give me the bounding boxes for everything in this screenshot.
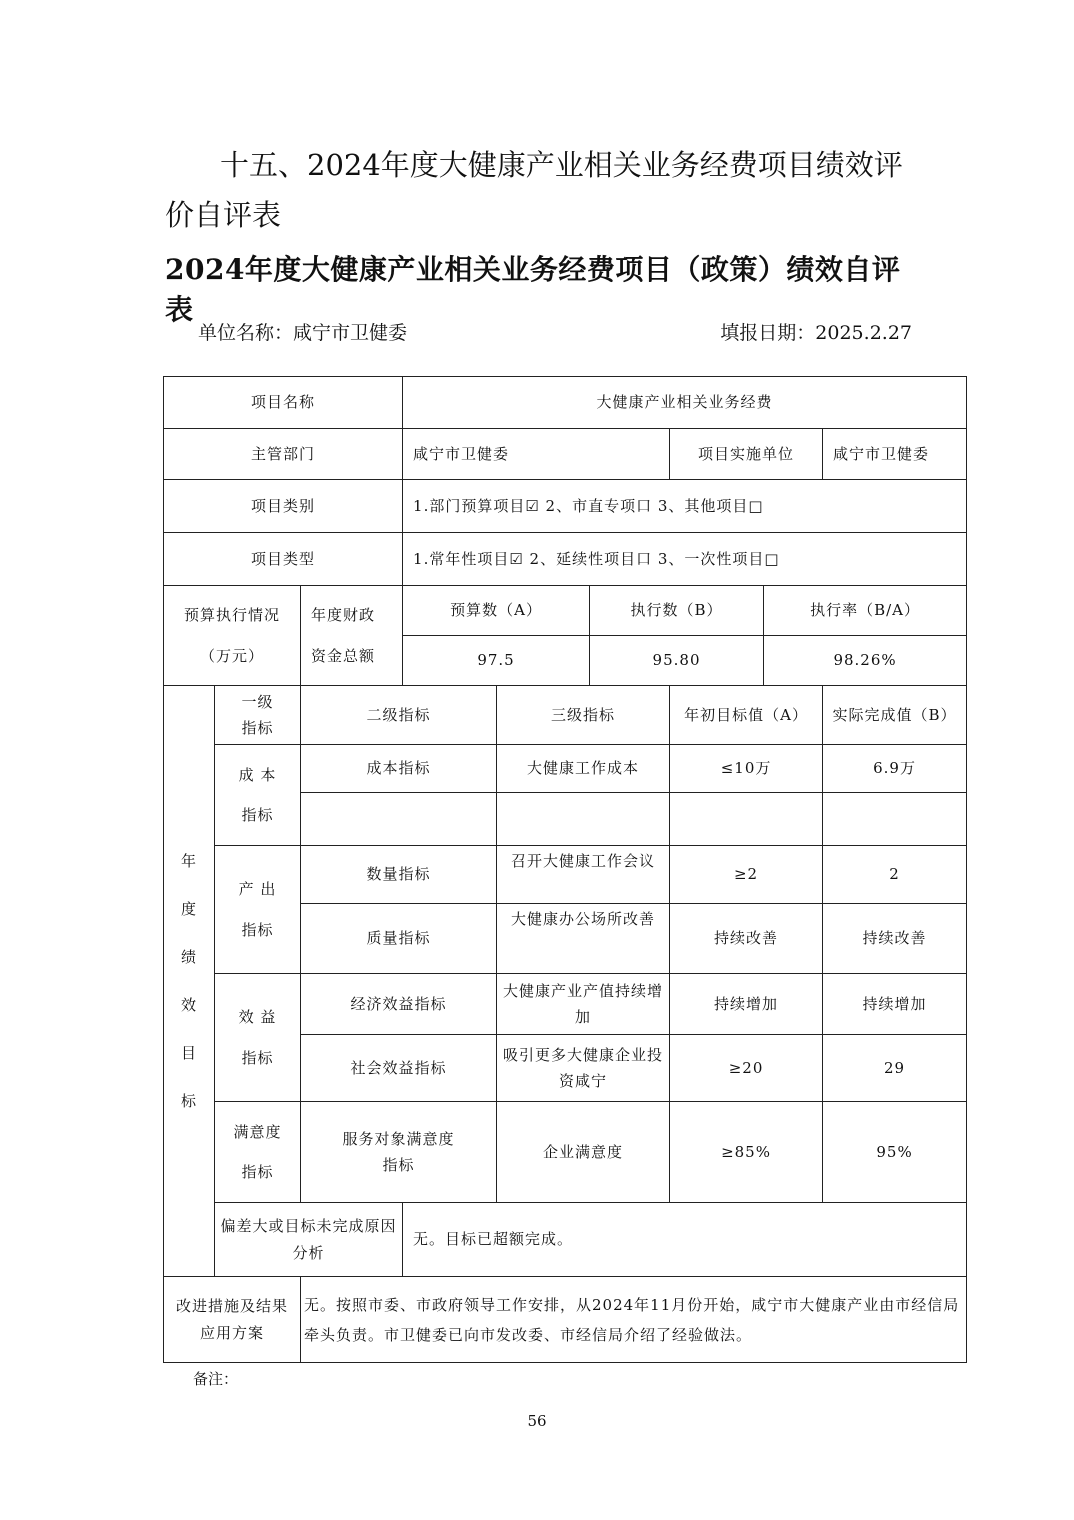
cost-actual: 6.9万 bbox=[823, 745, 967, 793]
improve-text: 无。按照市委、市政府领导工作安排，从2024年11月份开始，咸宁市大健康产业由市经信局牵头负责。市卫健委已向市发改委、市经信局介绍了经验做法。 bbox=[301, 1277, 967, 1363]
output-indicator-line2: 指标 bbox=[241, 920, 274, 939]
cost-indicator-line1: 成 本 bbox=[238, 765, 277, 784]
satis-lvl3: 企业满意度 bbox=[497, 1102, 670, 1203]
benefit-indicator-line2: 指标 bbox=[241, 1048, 274, 1067]
annual-goal-label bbox=[164, 686, 215, 1277]
satisfaction-indicator-line2: 指标 bbox=[241, 1163, 274, 1181]
deviation-text: 无。目标已超额完成。 bbox=[403, 1203, 967, 1277]
budget-label bbox=[164, 586, 301, 686]
table-row bbox=[164, 1203, 967, 1277]
table-row bbox=[164, 377, 967, 429]
cost-lvl3: 大健康工作成本 bbox=[497, 745, 670, 793]
social-target: ≥20 bbox=[670, 1035, 823, 1102]
table-row bbox=[164, 745, 967, 793]
exec-head: 执行数（B） bbox=[590, 586, 764, 636]
section-title: 十五、2024年度大健康产业相关业务经费项目绩效评价自评表 bbox=[165, 148, 903, 232]
cost-target: ≤10万 bbox=[670, 745, 823, 793]
benefit-indicator-line1: 效 益 bbox=[238, 1008, 277, 1027]
fiscal-label bbox=[301, 586, 403, 686]
goal-char: 年 bbox=[180, 852, 197, 870]
goal-char: 目 bbox=[180, 1044, 197, 1062]
evaluation-table bbox=[163, 376, 967, 1363]
budget-label-line1: 预算执行情况 bbox=[183, 606, 280, 625]
goal-char: 绩 bbox=[180, 948, 197, 966]
goal-char: 标 bbox=[180, 1092, 197, 1110]
empty-cell bbox=[497, 793, 670, 846]
dept-label: 主管部门 bbox=[164, 429, 403, 480]
output-indicator bbox=[215, 846, 301, 974]
dept-value: 咸宁市卫健委 bbox=[403, 429, 670, 480]
type-options: 1.常年性项目☑ 2、延续性项目口 3、一次性项目□ bbox=[403, 533, 967, 586]
page-number: 56 bbox=[527, 1412, 547, 1430]
goal-char: 度 bbox=[180, 900, 197, 918]
table-row bbox=[164, 480, 967, 533]
target-head: 年初目标值（A） bbox=[670, 686, 823, 745]
lvl1-head-line1: 一级 bbox=[241, 692, 274, 711]
satis-actual: 95% bbox=[823, 1102, 967, 1203]
remarks-label: 备注： bbox=[193, 1370, 239, 1388]
econ-target: 持续增加 bbox=[670, 974, 823, 1035]
benefit-indicator bbox=[215, 974, 301, 1102]
econ-lvl2: 经济效益指标 bbox=[301, 974, 497, 1035]
deviation-label: 偏差大或目标未完成原因分析 bbox=[215, 1203, 403, 1277]
table-row bbox=[164, 974, 967, 1035]
exec-value: 95.80 bbox=[590, 636, 764, 686]
fiscal-label-line2: 资金总额 bbox=[311, 646, 376, 665]
lvl3-head: 三级指标 bbox=[497, 686, 670, 745]
lvl1-head bbox=[215, 686, 301, 745]
lvl1-head-line2: 指标 bbox=[241, 719, 274, 737]
category-label: 项目类别 bbox=[164, 480, 403, 533]
goal-char: 效 bbox=[180, 996, 197, 1014]
empty-cell bbox=[823, 793, 967, 846]
table-row bbox=[164, 686, 967, 745]
output-indicator-line1: 产 出 bbox=[238, 880, 277, 899]
fill-date: 填报日期：2025.2.27 bbox=[720, 322, 912, 344]
qual-lvl2: 质量指标 bbox=[301, 904, 497, 974]
cost-indicator bbox=[215, 745, 301, 846]
table-row bbox=[164, 429, 967, 480]
qty-target: ≥2 bbox=[670, 846, 823, 904]
qual-target: 持续改善 bbox=[670, 904, 823, 974]
social-lvl3: 吸引更多大健康企业投资咸宁 bbox=[497, 1035, 670, 1102]
qual-lvl3: 大健康办公场所改善 bbox=[497, 904, 670, 974]
table-row bbox=[164, 1277, 967, 1363]
qty-lvl3: 召开大健康工作会议 bbox=[497, 846, 670, 904]
project-name-label: 项目名称 bbox=[164, 377, 403, 429]
qty-lvl2: 数量指标 bbox=[301, 846, 497, 904]
econ-actual: 持续增加 bbox=[823, 974, 967, 1035]
budget-value: 97.5 bbox=[403, 636, 590, 686]
form-title: 2024年度大健康产业相关业务经费项目（政策）绩效自评表 bbox=[165, 253, 901, 326]
econ-lvl3: 大健康产业产值持续增加 bbox=[497, 974, 670, 1035]
satis-lvl2: 服务对象满意度指标 bbox=[301, 1102, 497, 1203]
rate-head: 执行率（B/A） bbox=[764, 586, 967, 636]
qual-actual: 持续改善 bbox=[823, 904, 967, 974]
empty-cell bbox=[670, 793, 823, 846]
table-row bbox=[164, 1102, 967, 1203]
qty-actual: 2 bbox=[823, 846, 967, 904]
satisfaction-indicator-line1: 满意度 bbox=[233, 1122, 282, 1141]
table-row bbox=[164, 846, 967, 904]
table-row bbox=[164, 533, 967, 586]
social-actual: 29 bbox=[823, 1035, 967, 1102]
actual-head: 实际完成值（B） bbox=[823, 686, 967, 745]
type-label: 项目类型 bbox=[164, 533, 403, 586]
rate-value: 98.26% bbox=[764, 636, 967, 686]
improve-label: 改进措施及结果应用方案 bbox=[164, 1277, 301, 1363]
unit-name: 单位名称：咸宁市卫健委 bbox=[198, 322, 408, 344]
social-lvl2: 社会效益指标 bbox=[301, 1035, 497, 1102]
category-options: 1.部门预算项目☑ 2、市直专项口 3、其他项目□ bbox=[403, 480, 967, 533]
impl-label: 项目实施单位 bbox=[670, 429, 823, 480]
lvl2-head: 二级指标 bbox=[301, 686, 497, 745]
budget-head: 预算数（A） bbox=[403, 586, 590, 636]
impl-value: 咸宁市卫健委 bbox=[823, 429, 967, 480]
cost-lvl2: 成本指标 bbox=[301, 745, 497, 793]
cost-indicator-line2: 指标 bbox=[241, 806, 274, 824]
budget-label-line2: （万元） bbox=[199, 646, 264, 665]
empty-cell bbox=[301, 793, 497, 846]
satis-target: ≥85% bbox=[670, 1102, 823, 1203]
table-row bbox=[164, 586, 967, 636]
project-name-value: 大健康产业相关业务经费 bbox=[403, 377, 967, 429]
fiscal-label-line1: 年度财政 bbox=[311, 606, 376, 625]
satisfaction-indicator bbox=[215, 1102, 301, 1203]
